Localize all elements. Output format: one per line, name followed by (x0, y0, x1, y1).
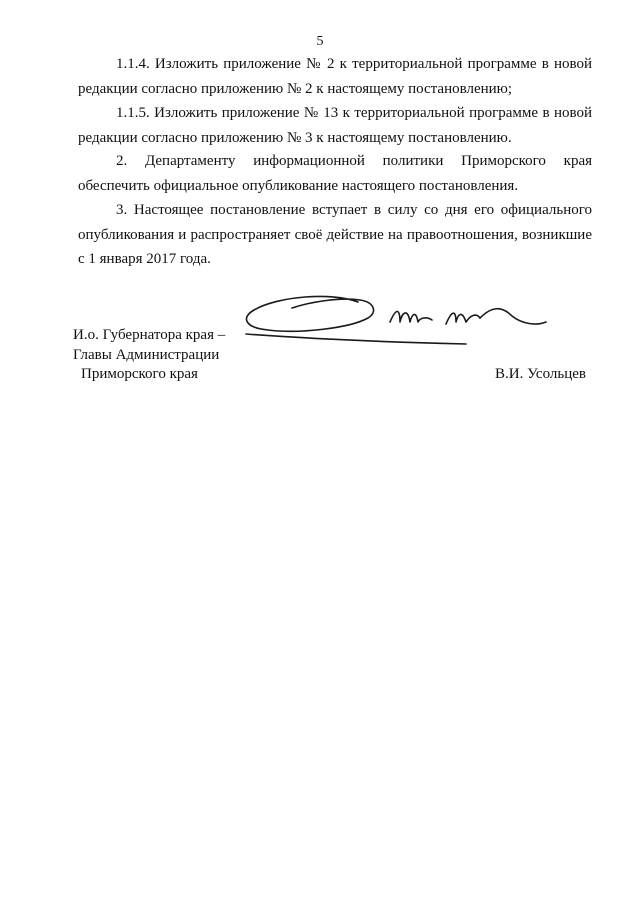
paragraph-3: 3. Настоящее постановление вступает в силу со дня его официального опубликования и распространяет своё действие на правоотношения, возникшие с 1 января 2017 года. (78, 202, 592, 267)
signatory-title (73, 326, 225, 385)
paragraph-1-1-5: 1.1.5. Изложить приложение № 13 к территориальной программе в новой редакции согласно приложению № 3 к настоящему постановлению. (78, 105, 592, 146)
handwritten-signature (240, 288, 550, 350)
paragraph-2: 2. Департаменту информационной политики Приморского края обеспечить официальное опубликование настоящего постановления. (78, 153, 592, 194)
signatory-name: В.И. Усольцев (495, 366, 586, 382)
paragraph-1-1-4: 1.1.4. Изложить приложение № 2 к территориальной программе в новой редакции согласно приложению № 2 к настоящему постановлению; (78, 56, 592, 97)
signatory-title-line-2: Главы Администрации (73, 346, 220, 363)
page-number: 5 (316, 34, 324, 49)
signatory-title-line-1: И.о. Губернатора края – (73, 327, 226, 343)
signatory-title-line-3: Приморского края (81, 366, 198, 382)
